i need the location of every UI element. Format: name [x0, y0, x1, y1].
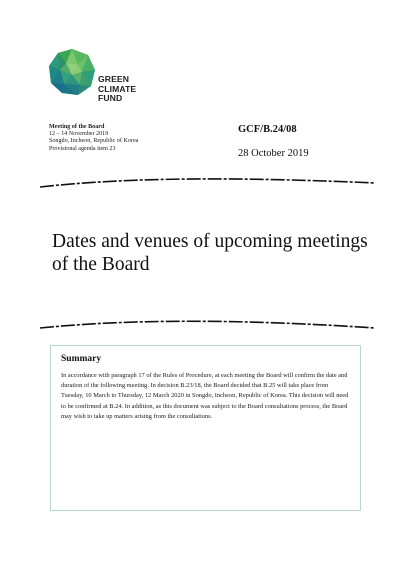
summary-text: In accordance with paragraph 17 of the Rules of Procedure, at each meeting the Board will confirm the date and duration of the following meeting. In decision B.23/18, the Board decided that B.25 will take place from Tuesday, 10 March to Thursday, 12 March 2020 in Songdo, Incheon, Republic of Korea. This decision will need to be confirmed at B.24. In addition, as this document was subject to the Board consultations process, the Board may wish to take up matters arising from the consultations. — [61, 372, 349, 420]
logo-line-3: FUND — [98, 93, 123, 104]
logo-line-1: GREEN — [98, 74, 130, 84]
divider-swoosh-bottom — [40, 318, 375, 332]
logo-line-2: CLIMATE — [98, 83, 137, 94]
gcf-logo — [48, 48, 148, 104]
summary-box — [50, 345, 361, 511]
logo-wordmark — [98, 75, 136, 104]
gcf-globe-logo-icon — [48, 48, 96, 96]
meeting-name: Meeting of the Board — [49, 124, 105, 130]
divider-swoosh-top — [40, 176, 375, 190]
document-date: 28 October 2019 — [238, 148, 309, 159]
meeting-dates: 12 – 14 November 2019 — [49, 131, 109, 138]
document-symbol: GCF/B.24/08 — [238, 124, 297, 135]
agenda-item: Provisional agenda item 23 — [49, 145, 116, 152]
summary-heading: Summary — [61, 354, 102, 364]
meeting-info — [49, 124, 138, 153]
meeting-location: Songdo, Incheon, Republic of Korea — [49, 138, 139, 145]
document-title: Dates and venues of upcoming meetings of the Board — [52, 231, 368, 275]
